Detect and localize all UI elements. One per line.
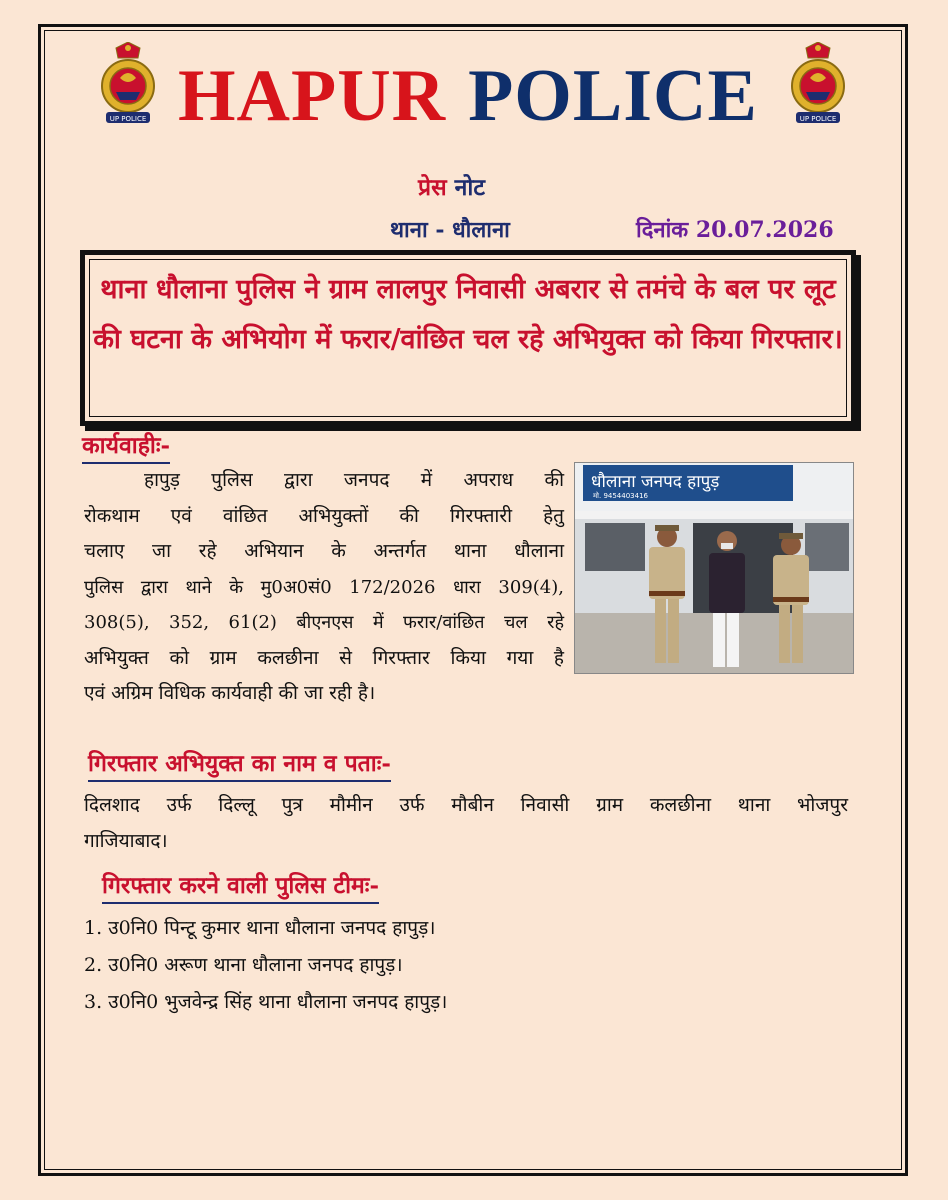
action-line-1: हापुड़ पुलिस द्वारा जनपद में अपराध की (144, 469, 564, 491)
team-member: 2. उ0नि0 अरूण थाना धौलाना जनपद हापुड़। (84, 954, 403, 976)
team-list (84, 910, 684, 1021)
masthead-title (178, 56, 778, 136)
headline-text: थाना धौलाना पुलिस ने ग्राम लालपुर निवासी अबरार से तमंचे के बल पर लूट की घटना के अभियोग में फरार/वांछित चल रहे अभियुक्त को किया गिरफ्तार। (93, 274, 843, 355)
station-sign-phone: मो. 9454403416 (593, 492, 648, 500)
arrested-line-1: दिलशाद उर्फ दिल्लू पुत्र मौमीन उर्फ मौबीन निवासी ग्राम कलछीना थाना भोजपुर (84, 794, 848, 816)
emblem-ribbon-text: UP POLICE (799, 115, 837, 123)
arrested-line-2: गाजियाबाद। (84, 829, 168, 852)
action-heading: कार्यवाहीः- (82, 428, 170, 464)
team-heading: गिरफ्तार करने वाली पुलिस टीमः- (102, 868, 379, 904)
action-paragraph (84, 463, 564, 712)
emblem-ribbon-text: UP POLICE (109, 115, 147, 123)
press-note-title (418, 170, 485, 202)
action-line-6: अभियुक्त को ग्राम कलछीना से गिरफ्तार किया गया है (84, 646, 564, 669)
press-word: प्रेस (418, 174, 447, 201)
up-police-emblem-right (782, 42, 854, 126)
action-line-2: रोकथाम एवं वांछित अभियुक्तों की गिरफ्तारी हेतु (84, 504, 564, 527)
team-member: 1. उ0नि0 पिन्टू कुमार थाना धौलाना जनपद हापुड़। (84, 917, 436, 939)
headline-box (80, 250, 856, 426)
action-line-3: चलाए जा रहे अभियान के अन्तर्गत थाना धौलाना (84, 540, 564, 562)
action-line-7: एवं अग्रिम विधिक कार्यवाही की जा रही है। (84, 682, 376, 704)
action-line-4: पुलिस द्वारा थाने के मु0अ0सं0 172/2026 धारा 309(4), (84, 576, 564, 598)
up-police-emblem-left (92, 42, 164, 126)
masthead-word-police: POLICE (468, 55, 758, 137)
arrested-details (84, 788, 848, 859)
date-line: दिनांक 20.07.2026 (636, 217, 834, 243)
arrested-heading: गिरफ्तार अभियुक्त का नाम व पताः- (88, 746, 391, 782)
team-member: 3. उ0नि0 भुजवेन्द्र सिंह थाना धौलाना जनपद हापुड़। (84, 991, 448, 1013)
station-sign-text: धौलाना जनपद हापुड़ (591, 472, 720, 492)
masthead-word-hapur: HAPUR (178, 55, 447, 137)
thana-line: थाना - धौलाना (390, 217, 510, 243)
action-line-5: 308(5), 352, 61(2) बीएनएस में फरार/वांछित चल रहे (84, 612, 564, 633)
arrest-photo (574, 462, 854, 674)
note-word: नोट (454, 174, 485, 201)
